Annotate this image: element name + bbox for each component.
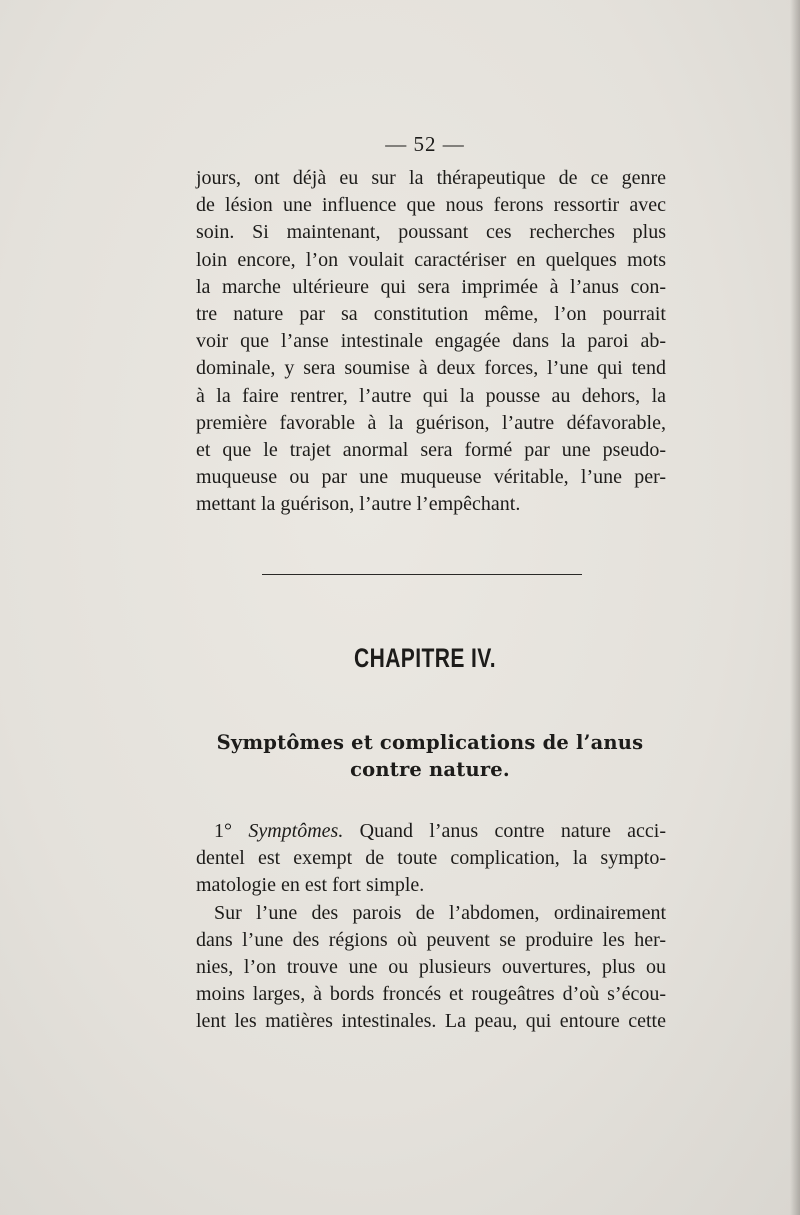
section-title-line: contre nature. xyxy=(350,758,510,781)
section-number: 1° xyxy=(214,820,232,842)
text-line: dans l’une des régions où peuvent se produire les her- xyxy=(196,928,666,951)
text-line: dominale, y sera soumise à deux forces, l’une qui tend xyxy=(196,357,666,380)
page-edge-shadow xyxy=(790,0,800,1215)
text-line: loin encore, l’on voulait caractériser en quelques mots xyxy=(196,248,666,271)
text-line: la marche ultérieure qui sera imprimée à l’anus con- xyxy=(196,275,666,298)
text-line: soin. Si maintenant, poussant ces recherches plus xyxy=(196,221,666,244)
text-line: tre nature par sa constitution même, l’on pourrait xyxy=(196,302,666,325)
text-line: moins larges, à bords froncés et rougeâtres d’où s’écou- xyxy=(196,983,666,1006)
text-line: nies, l’on trouve une ou plusieurs ouvertures, plus ou xyxy=(196,955,666,978)
text-line: Sur l’une des parois de l’abdomen, ordinairement xyxy=(214,901,666,924)
text-line: dentel est exempt de toute complication, la sympto- xyxy=(196,847,666,870)
section-title xyxy=(180,729,680,783)
text-line: mettant la guérison, l’autre l’empêchant. xyxy=(196,493,521,516)
text-line: matologie en est fort simple. xyxy=(196,874,425,897)
page-number: — 52 — xyxy=(385,132,465,156)
section-divider xyxy=(262,574,582,575)
paragraph-intro xyxy=(196,165,666,518)
text-line: de lésion une influence que nous ferons ressortir avec xyxy=(196,194,666,217)
section-title-line: Symptômes et complications de l’anus xyxy=(216,731,644,754)
text-line: lent les matières intestinales. La peau, qui entoure cette xyxy=(196,1010,666,1033)
line-text: Quand l’anus contre nature acci- xyxy=(359,820,667,842)
text-line xyxy=(196,818,666,845)
text-line: jours, ont déjà eu sur la thérapeutique de ce genre xyxy=(196,167,666,189)
text-line: voir que l’anse intestinale engagée dans la paroi ab- xyxy=(196,330,666,353)
text-line: et que le trajet anormal sera formé par une pseudo- xyxy=(196,438,666,461)
paragraph-symptoms xyxy=(196,818,666,1036)
text-line: muqueuse ou par une muqueuse véritable, l’une per- xyxy=(196,466,666,489)
text-line: première favorable à la guérison, l’autre défavorable, xyxy=(196,411,666,434)
chapter-heading: CHAPITRE IV. xyxy=(353,643,496,673)
text-line: à la faire rentrer, l’autre qui la pousse au dehors, la xyxy=(196,384,666,407)
section-label: Symptômes. xyxy=(248,820,344,842)
